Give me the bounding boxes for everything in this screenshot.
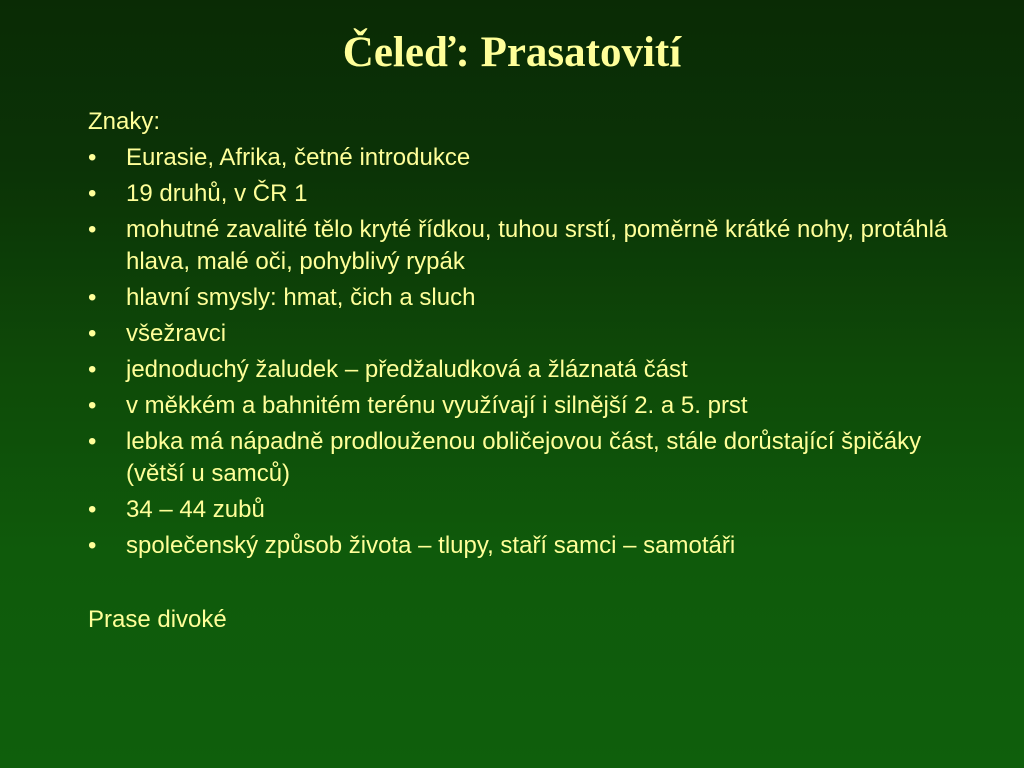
list-item	[88, 530, 948, 562]
list-item	[88, 214, 948, 278]
bullet-icon: •	[88, 320, 97, 347]
list-item	[88, 178, 948, 210]
bullet-icon: •	[88, 532, 97, 559]
bullet-icon: •	[88, 216, 97, 243]
slide-title: Čeleď: Prasatovití	[342, 29, 682, 76]
list-item-text: společenský způsob života – tlupy, staří samci – samotáři	[126, 532, 736, 559]
footer-text: Prase divoké	[88, 606, 227, 633]
bullet-icon: •	[88, 428, 97, 455]
bullet-icon: •	[88, 496, 97, 523]
list-item-text: v měkkém a bahnitém terénu využívají i silnější 2. a 5. prst	[126, 392, 748, 419]
slide-content	[88, 106, 948, 636]
list-item	[88, 282, 948, 314]
bullet-icon: •	[88, 284, 97, 311]
list-item	[88, 142, 948, 174]
list-item-text: všežravci	[126, 320, 227, 347]
list-item	[88, 390, 948, 422]
list-item-text: 34 – 44 zubů	[126, 496, 265, 523]
list-item	[88, 354, 948, 386]
list-item	[88, 426, 948, 490]
list-item-text: Eurasie, Afrika, četné introdukce	[126, 144, 471, 171]
bullet-icon: •	[88, 356, 97, 383]
list-item	[88, 494, 948, 526]
list-item-text: hlavní smysly: hmat, čich a sluch	[126, 284, 476, 311]
list-item-text: 19 druhů, v ČR 1	[126, 180, 308, 207]
list-item	[88, 318, 948, 350]
bullet-list	[88, 142, 948, 562]
list-item-text: lebka má nápadně prodlouženou obličejovou část, stále dorůstající špičáky (větší u samců)	[126, 428, 922, 487]
list-item-text: mohutné zavalité tělo kryté řídkou, tuhou srstí, poměrně krátké nohy, protáhlá hlava, malé oči, pohyblivý rypák	[126, 216, 948, 275]
bullet-icon: •	[88, 180, 97, 207]
section-heading: Znaky:	[88, 108, 161, 135]
list-item-text: jednoduchý žaludek – předžaludková a žláznatá část	[126, 356, 688, 383]
bullet-icon: •	[88, 392, 97, 419]
bullet-icon: •	[88, 144, 97, 171]
